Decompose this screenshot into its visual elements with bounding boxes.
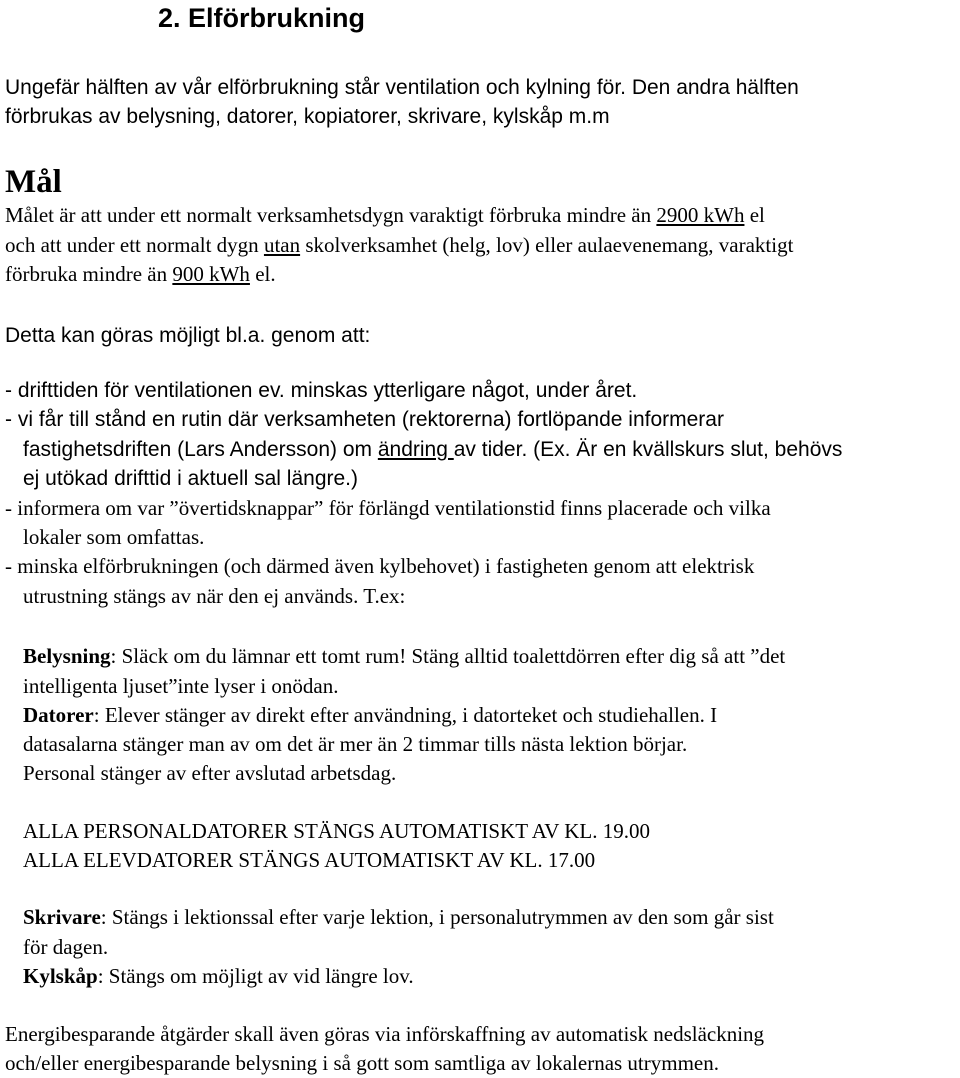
measures-intro: Detta kan göras möjligt bl.a. genom att: bbox=[5, 324, 371, 347]
datorer-line-2: datasalarna stänger man av om det är mer än 2 timmar tills nästa lektion börjar. bbox=[23, 732, 688, 756]
datorer-line-3: Personal stänger av efter avslutad arbetsdag. bbox=[23, 761, 397, 785]
caps-line-2: ALLA ELEVDATORER STÄNGS AUTOMATISKT AV KL. 17.00 bbox=[23, 848, 596, 872]
closing-line-2: och/eller energibesparande belysning i så gott som samtliga av lokalernas utrymmen. bbox=[5, 1051, 719, 1075]
measure-2-line-1: - vi får till stånd en rutin där verksamheten (rektorerna) fortlöpande informerar bbox=[5, 408, 724, 431]
intro-line-1: Ungefär hälften av vår elförbrukning står ventilation och kylning för. Den andra hälften bbox=[5, 76, 799, 99]
goal-line-1: Målet är att under ett normalt verksamhetsdygn varaktigt förbruka mindre än 2900 kWh el bbox=[5, 203, 765, 227]
belysning-line-2: intelligenta ljuset”inte lyser i onödan. bbox=[23, 674, 339, 698]
measure-4-line-2: utrustning stängs av när den ej används. T.ex: bbox=[23, 584, 406, 608]
measure-2-line-2: fastighetsdriften (Lars Andersson) om ändring av tider. (Ex. Är en kvällskurs slut, behövs bbox=[23, 438, 843, 461]
belysning-line-1: Belysning: Släck om du lämnar ett tomt rum! Stäng alltid toalettdörren efter dig så att ”det bbox=[23, 644, 786, 668]
kylskap-line: Kylskåp: Stängs om möjligt av vid längre lov. bbox=[23, 964, 414, 988]
measure-1: - drifttiden för ventilationen ev. minskas ytterligare något, under året. bbox=[5, 379, 638, 402]
datorer-line-1: Datorer: Elever stänger av direkt efter användning, i datorteket och studiehallen. I bbox=[23, 703, 718, 727]
skrivare-line-2: för dagen. bbox=[23, 935, 109, 959]
goal-line-2: och att under ett normalt dygn utan skolverksamhet (helg, lov) eller aulaevenemang, varaktigt bbox=[5, 233, 794, 257]
goal-line-3: förbruka mindre än 900 kWh el. bbox=[5, 262, 276, 286]
measure-2-line-3: ej utökad drifttid i aktuell sal längre.) bbox=[23, 467, 359, 490]
measure-4-line-1: - minska elförbrukningen (och därmed även kylbehovet) i fastigheten genom att elektrisk bbox=[5, 554, 755, 578]
skrivare-line-1: Skrivare: Stängs i lektionssal efter varje lektion, i personalutrymmen av den som går sist bbox=[23, 905, 774, 929]
measure-3-line-2: lokaler som omfattas. bbox=[23, 525, 205, 549]
goal-heading: Mål bbox=[5, 164, 62, 200]
section-heading: 2. Elförbrukning bbox=[158, 3, 366, 33]
intro-line-2: förbrukas av belysning, datorer, kopiatorer, skrivare, kylskåp m.m bbox=[5, 105, 610, 128]
measure-3-line-1: - informera om var ”övertidsknappar” för förlängd ventilationstid finns placerade och vilka bbox=[5, 496, 771, 520]
closing-line-1: Energibesparande åtgärder skall även göras via införskaffning av automatisk nedsläckning bbox=[5, 1022, 765, 1046]
caps-line-1: ALLA PERSONALDATORER STÄNGS AUTOMATISKT AV KL. 19.00 bbox=[23, 819, 650, 843]
